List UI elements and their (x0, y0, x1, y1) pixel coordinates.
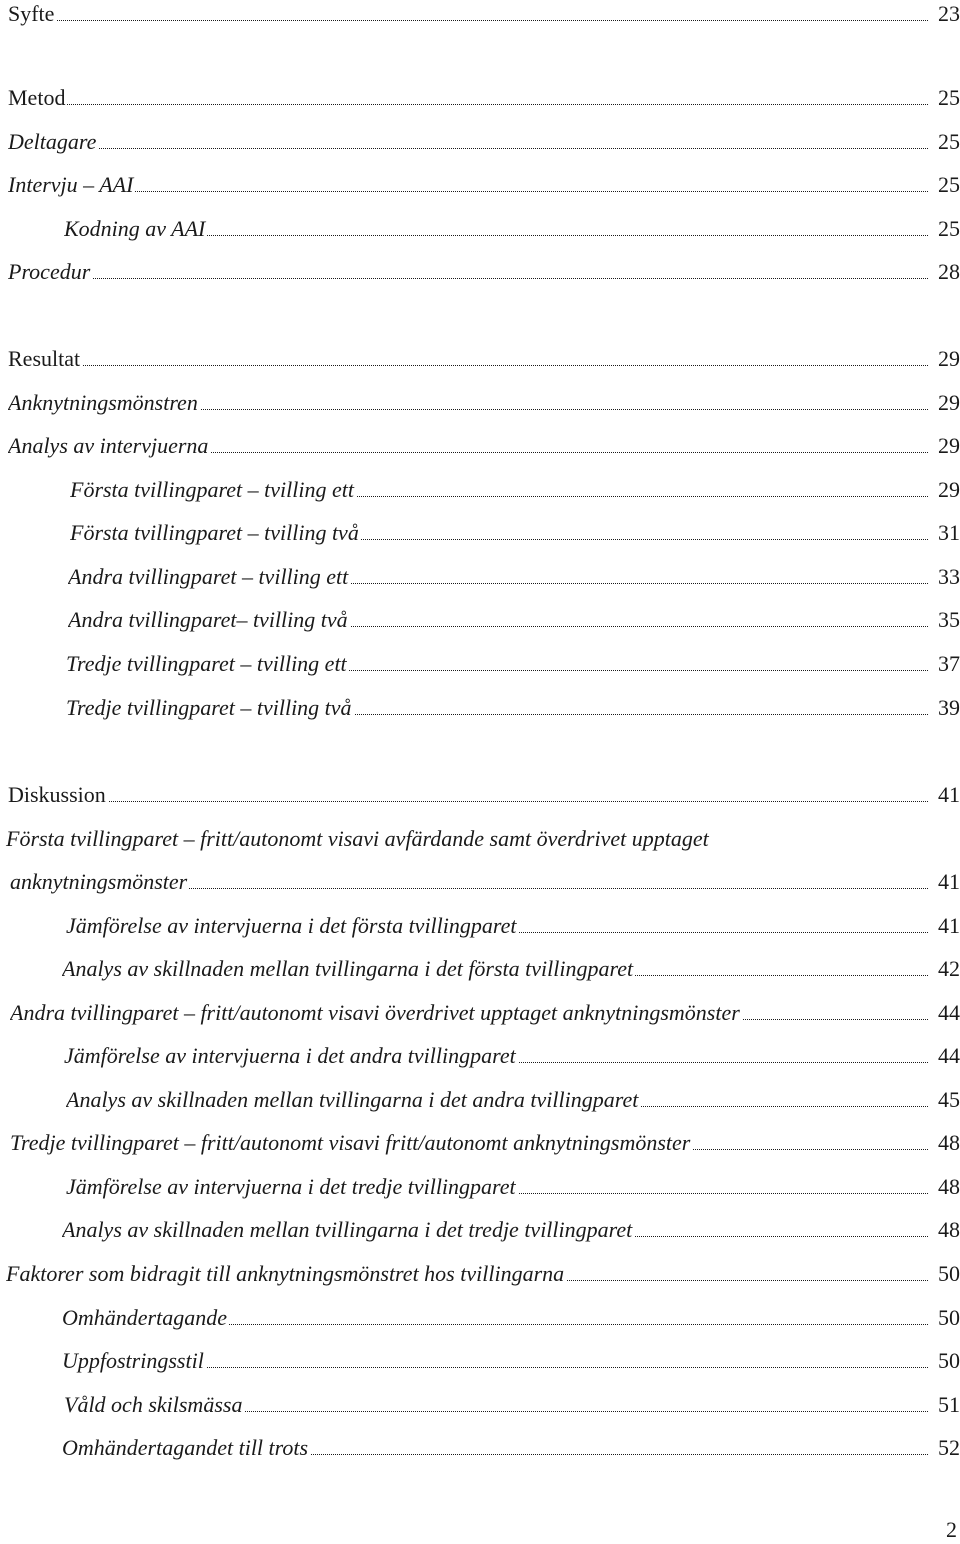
toc-entry-metod[interactable] (8, 84, 960, 116)
toc-entry-andra-tvilling-ett[interactable] (68, 563, 960, 595)
toc-entry-tredje-tvillingparet[interactable] (10, 1129, 960, 1161)
toc-entry-page: 52 (938, 1435, 960, 1460)
toc-entry-title: Procedur (8, 259, 91, 284)
toc-entry-syfte[interactable] (8, 0, 960, 32)
toc-entry-page: 48 (938, 1174, 960, 1199)
page-number: 2 (946, 1517, 957, 1542)
toc-entry-page: 25 (938, 85, 960, 110)
toc-leader (8, 20, 928, 21)
toc-leader (8, 148, 928, 149)
toc-entry-page: 41 (938, 913, 960, 938)
toc-entry-page: 25 (938, 216, 960, 241)
toc-entry-title: Syfte (8, 1, 55, 26)
toc-entry-diskussion[interactable] (8, 781, 960, 813)
toc-leader (8, 365, 928, 366)
toc-entry-jamforelse-tredje[interactable] (66, 1173, 960, 1205)
toc-entry-jamforelse-andra[interactable] (64, 1042, 960, 1074)
toc-entry-title: Andra tvillingparet – fritt/autonomt visavi överdrivet upptaget anknytningsmönster (10, 1000, 740, 1025)
toc-entry-page: 44 (938, 1043, 960, 1068)
toc-leader (8, 801, 928, 802)
toc-entry-title: Tredje tvillingparet – tvilling två (66, 695, 352, 720)
toc-entry-uppfostringsstil[interactable] (62, 1347, 960, 1379)
toc-entry-title: Våld och skilsmässa (64, 1392, 243, 1417)
toc-entry-title: Omhändertagandet till trots (62, 1435, 309, 1460)
toc-entry-title: Analys av skillnaden mellan tvillingarna i det första tvillingparet (62, 956, 634, 981)
toc-entry-analys-andra[interactable] (66, 1086, 960, 1118)
toc-entry-page: 41 (938, 782, 960, 807)
toc-entry-andra-tvilling-tva[interactable] (68, 606, 960, 638)
toc-entry-tredje-tvilling-tva[interactable] (66, 694, 960, 726)
toc-entry-page: 29 (938, 477, 960, 502)
toc-entry-procedur[interactable] (8, 258, 960, 290)
toc-entry-title: Andra tvillingparet– tvilling två (68, 607, 348, 632)
toc-entry-page: 31 (938, 520, 960, 545)
toc-entry-page: 44 (938, 1000, 960, 1025)
toc-entry-page: 23 (938, 1, 960, 26)
toc-entry-title: Analys av skillnaden mellan tvillingarna i det andra tvillingparet (66, 1087, 639, 1112)
toc-entry-page: 37 (938, 651, 960, 676)
toc-entry-title: Tredje tvillingparet – fritt/autonomt visavi fritt/autonomt anknytningsmönster (10, 1130, 691, 1155)
toc-entry-forsta-tvilling-ett[interactable] (70, 476, 960, 508)
toc-entry-title: Jämförelse av intervjuerna i det tredje tvillingparet (66, 1174, 516, 1199)
toc-entry-andra-tvillingparet[interactable] (10, 999, 960, 1031)
toc-entry-title: Omhändertagande (62, 1305, 227, 1330)
toc-entry-anknytningsmonstren[interactable] (8, 389, 960, 421)
toc-entry-forsta-tvillingparet-heading[interactable]: Första tvillingparet – fritt/autonomt visavi avfärdande samt överdrivet upptaget (6, 826, 709, 851)
toc-entry-title: Andra tvillingparet – tvilling ett (68, 564, 349, 589)
toc-entry-title: Diskussion (8, 782, 106, 807)
toc-entry-deltagare[interactable] (8, 128, 960, 160)
toc-entry-title: Faktorer som bidragit till anknytningsmönstret hos tvillingarna (6, 1261, 565, 1286)
toc-entry-page: 50 (938, 1305, 960, 1330)
toc-entry-page: 39 (938, 695, 960, 720)
toc-entry-page: 29 (938, 433, 960, 458)
toc-entry-kodning-av-aai[interactable] (64, 215, 960, 247)
toc-entry-title: Första tvillingparet – tvilling ett (70, 477, 354, 502)
toc-entry-analys-av-intervjuerna[interactable] (8, 432, 960, 464)
toc-entry-intervju-aai[interactable] (8, 171, 960, 203)
toc-entry-page: 51 (938, 1392, 960, 1417)
toc-entry-page: 45 (938, 1087, 960, 1112)
toc-entry-anknytningsmonster[interactable] (10, 868, 960, 900)
toc-entry-title: anknytningsmönster (10, 869, 188, 894)
toc-entry-resultat[interactable] (8, 345, 960, 377)
toc-entry-page: 29 (938, 390, 960, 415)
toc-entry-title: Jämförelse av intervjuerna i det första tvillingparet (66, 913, 517, 938)
toc-entry-title: Första tvillingparet – tvilling två (70, 520, 359, 545)
toc-entry-page: 48 (938, 1217, 960, 1242)
toc-entry-page: 48 (938, 1130, 960, 1155)
toc-entry-vald-och-skilsmassa[interactable] (64, 1391, 960, 1423)
toc-entry-page: 41 (938, 869, 960, 894)
toc-entry-title: Kodning av AAI (64, 216, 206, 241)
toc-entry-page: 25 (938, 129, 960, 154)
toc-entry-title: Analys av intervjuerna (8, 433, 209, 458)
toc-entry-faktorer[interactable] (6, 1260, 960, 1292)
toc-entry-page: 42 (938, 956, 960, 981)
toc-entry-page: 35 (938, 607, 960, 632)
toc-entry-page: 25 (938, 172, 960, 197)
toc-entry-page: 28 (938, 259, 960, 284)
toc-entry-page: 33 (938, 564, 960, 589)
toc-entry-title: Jämförelse av intervjuerna i det andra tvillingparet (64, 1043, 516, 1068)
toc-entry-tredje-tvilling-ett[interactable] (66, 650, 960, 682)
toc-entry-title: Anknytningsmönstren (8, 390, 198, 415)
toc-entry-page: 50 (938, 1261, 960, 1286)
toc-leader (8, 278, 928, 279)
toc-entry-analys-tredje[interactable] (62, 1216, 960, 1248)
toc-entry-forsta-tvilling-tva[interactable] (70, 519, 960, 551)
toc-leader (8, 191, 928, 192)
toc-entry-title: Tredje tvillingparet – tvilling ett (66, 651, 347, 676)
toc-entry-omhandertagande[interactable] (62, 1304, 960, 1336)
toc-leader (8, 104, 928, 105)
toc-entry-analys-forsta[interactable] (62, 955, 960, 987)
toc-entry-title: Resultat (8, 346, 81, 371)
toc-entry-title: Deltagare (8, 129, 97, 154)
toc-entry-title: Metod (8, 85, 66, 110)
toc-entry-title: Intervju – AAI (8, 172, 134, 197)
toc-entry-jamforelse-forsta[interactable] (66, 912, 960, 944)
toc-entry-omhandertagandet-till-trots[interactable] (62, 1434, 960, 1466)
toc-entry-title: Uppfostringsstil (62, 1348, 204, 1373)
toc-entry-page: 50 (938, 1348, 960, 1373)
toc-entry-title: Analys av skillnaden mellan tvillingarna i det tredje tvillingparet (62, 1217, 633, 1242)
toc-entry-page: 29 (938, 346, 960, 371)
